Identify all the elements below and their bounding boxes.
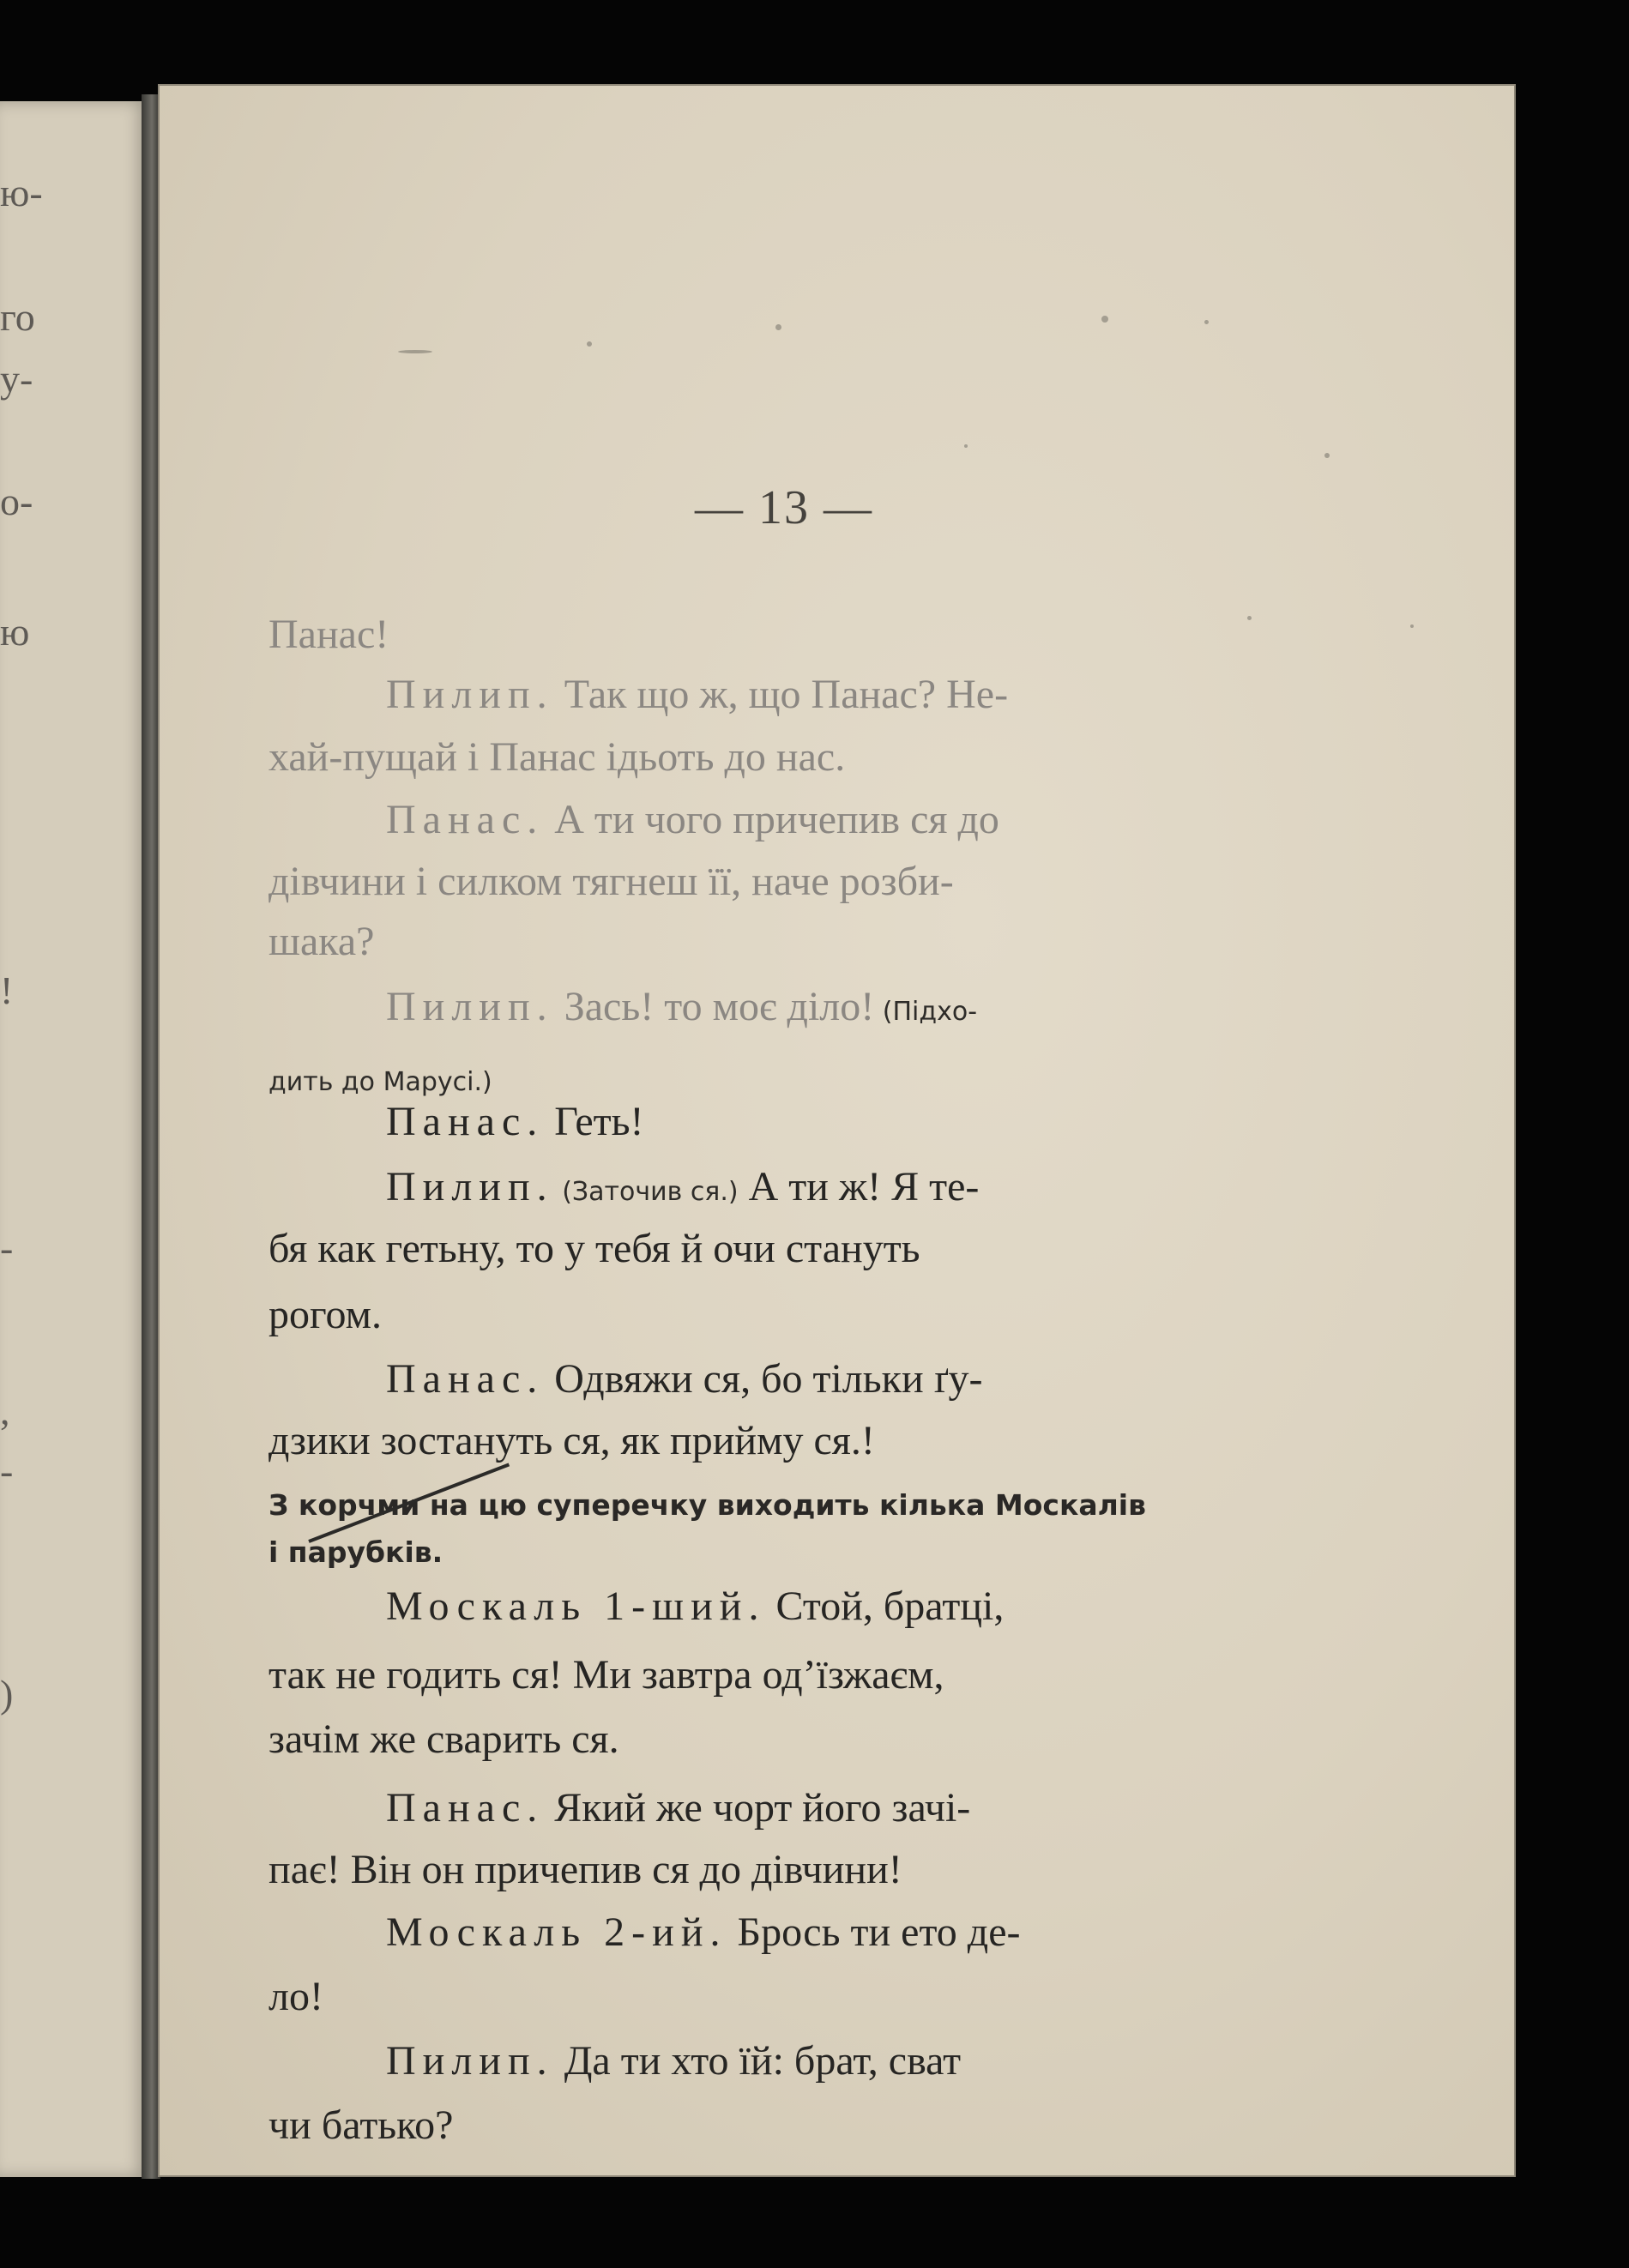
- left-page-fragment: о-: [0, 480, 33, 523]
- line-text: чи батько?: [268, 2102, 454, 2148]
- left-page-fragment: у-: [0, 357, 33, 401]
- left-page-fragment: ,: [0, 1389, 10, 1433]
- speech-line: [386, 1098, 644, 1145]
- stage-direction: (Заточив ся.): [553, 1177, 739, 1207]
- line-text: Одвяжи ся, бо тільки ґу-: [544, 1356, 983, 1402]
- speech-line: [386, 2037, 961, 2084]
- text-line: [268, 1053, 492, 1101]
- speech-line: [386, 1909, 1021, 1956]
- speech-line: [386, 1784, 970, 1831]
- left-page: [0, 101, 148, 2177]
- left-page-fragment: го: [0, 295, 35, 339]
- speech-line: [386, 983, 977, 1030]
- line-text: Зась! то моє діло!: [553, 984, 875, 1029]
- line-text: Брось ти ето де-: [727, 1909, 1021, 1955]
- speaker-name: Москаль 2-ий.: [386, 1909, 727, 1955]
- line-text: Да ти хто їй: брат, сват: [553, 2038, 962, 2084]
- text-line: [268, 1973, 323, 2020]
- text-line: [268, 1846, 902, 1893]
- line-text: А ти чого причепив ся до: [544, 797, 999, 842]
- stage-direction: (Підхо-: [874, 997, 978, 1027]
- text-line: [268, 2102, 453, 2149]
- line-text: зачім же сварить ся.: [268, 1716, 619, 1762]
- speaker-name: Пилип.: [386, 1164, 554, 1209]
- page-number: — 13 —: [695, 481, 873, 534]
- text-line: [268, 1291, 382, 1338]
- line-text: Так що ж, що Панас? Не-: [553, 672, 1009, 717]
- stage-direction-line: і парубків.: [268, 1535, 443, 1569]
- speaker-name: Панас.: [386, 1785, 545, 1831]
- line-text: Стой, братці,: [765, 1583, 1005, 1629]
- text-line: [268, 858, 954, 905]
- speaker-name: Пилип.: [386, 672, 554, 717]
- text-line: [268, 918, 374, 965]
- line-text: хай-пущай і Панас ідьоть до нас.: [268, 734, 846, 780]
- speaker-name: Панас.: [386, 797, 545, 842]
- speaker-name: Москаль 1-ший.: [386, 1583, 766, 1629]
- text-line: [268, 1651, 944, 1698]
- line-text: Який же чорт його зачі-: [544, 1785, 971, 1831]
- left-page-fragment: ): [0, 1672, 14, 1716]
- line-text: дівчини і силком тягнеш її, наче розби-: [268, 859, 954, 904]
- speaker-name: Пилип.: [386, 2038, 554, 2084]
- text-line: [268, 733, 845, 781]
- text-line: [268, 1417, 875, 1464]
- line-text: Геть!: [544, 1099, 644, 1144]
- speech-line: [386, 671, 1008, 718]
- left-page-fragment: ю: [0, 610, 30, 654]
- text-line: [268, 1225, 920, 1272]
- speech-line: [386, 1163, 979, 1210]
- left-page-fragment: -: [0, 1449, 14, 1493]
- stage-direction: дить до Марусі.): [268, 1067, 492, 1097]
- stage-direction-line: З корчми на цю суперечку виходить кілька Москалів: [268, 1488, 1146, 1522]
- line-text: рогом.: [268, 1292, 382, 1337]
- line-text: бя как гетьну, то у тебя й очи стануть: [268, 1226, 920, 1271]
- speech-line: [386, 1355, 982, 1402]
- speech-line: [386, 1583, 1004, 1630]
- speech-line: [386, 796, 999, 843]
- line-text: Панас!: [268, 612, 389, 657]
- speaker-name: Панас.: [386, 1356, 545, 1402]
- line-text: так не годить ся! Ми завтра одʼїзжаєм,: [268, 1652, 944, 1698]
- line-text: шака?: [268, 919, 375, 964]
- line-text: ло!: [268, 1974, 323, 2019]
- speaker-name: Пилип.: [386, 984, 554, 1029]
- speaker-name: Панас.: [386, 1099, 545, 1144]
- left-page-fragment: !: [0, 968, 14, 1012]
- line-text: пає! Він он причепив ся до дівчини!: [268, 1847, 902, 1892]
- text-line: [268, 1716, 619, 1763]
- left-page-fragment: ю-: [0, 171, 43, 214]
- text-line: [268, 611, 389, 658]
- left-page-fragment: -: [0, 1226, 14, 1270]
- line-text: А ти ж! Я те-: [738, 1164, 980, 1209]
- line-text: дзики зостануть ся, як прийму ся.!: [268, 1418, 875, 1463]
